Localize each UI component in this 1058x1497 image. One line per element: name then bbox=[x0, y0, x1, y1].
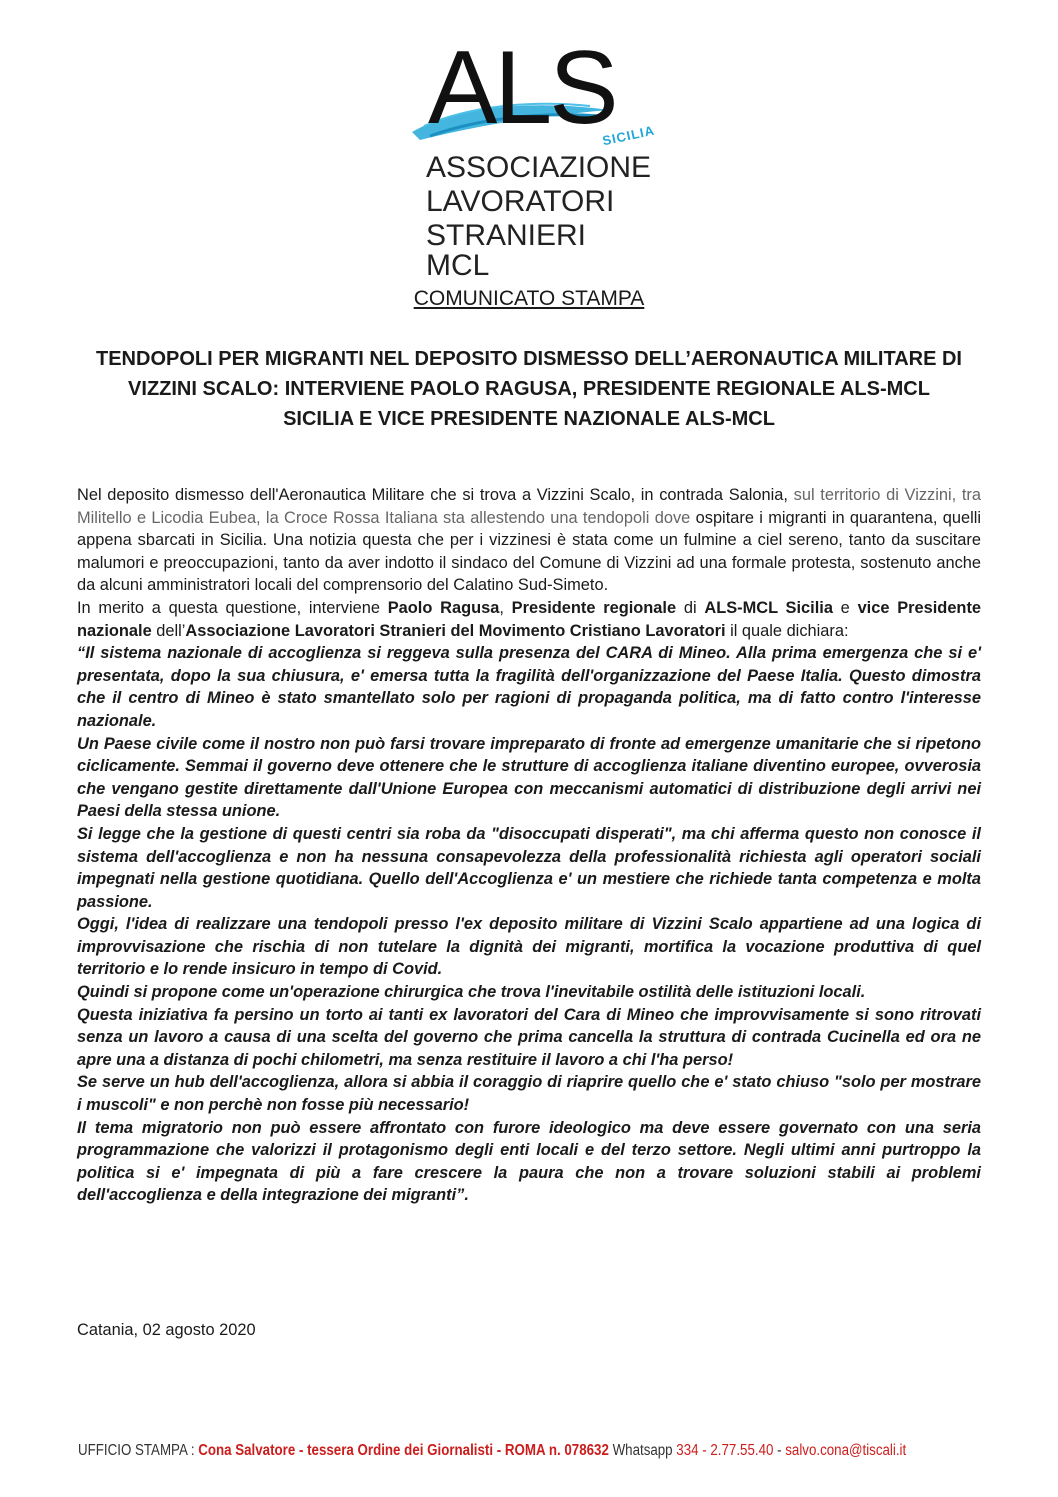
quote-paragraph: Quindi si propone come un'operazione chirurgica che trova l'inevitabile ostilità delle istituzioni locali. bbox=[77, 983, 866, 1002]
logo-line-3: STRANIERI MCL bbox=[426, 219, 587, 282]
intro-text-3: ospitare i migranti in quarantena, quelli appena sbarcati in Sicilia. Una notizia questa che per i vizzinesi è stata come un fulmine a ciel sereno, tanto da suscitare malumori e preoccupazioni, tanto da aver indotto il sindaco del Comune di Vizzini ad una formale protesta, sostenuto anche da alcuni amministratori locali del comprensorio del Calatino Sud-Simeto. bbox=[77, 508, 982, 595]
footer-whatsapp-label: Whatsapp bbox=[608, 1442, 677, 1459]
footer-label: UFFICIO STAMPA : bbox=[78, 1442, 199, 1459]
press-release-body bbox=[77, 484, 981, 1207]
als-logo bbox=[410, 30, 657, 282]
attribution-text: , bbox=[499, 598, 512, 617]
logo-region: SICILIA bbox=[601, 122, 657, 149]
press-office-footer bbox=[78, 1442, 907, 1460]
quote-paragraph: Oggi, l'idea di realizzare una tendopoli presso l'ex deposito militare di Vizzini Scalo appartiene ad una logica di improvvisazione che rischia di non tutelare la dignità dei migranti, mortifica la vocazione produttiva di quel territorio e lo rende insicuro in tempo di Covid. bbox=[77, 915, 981, 979]
speaker-name: Paolo Ragusa bbox=[387, 598, 500, 617]
attribution-text: e bbox=[832, 598, 858, 617]
speaker-role-national: vice Presidente nazionale bbox=[77, 598, 982, 640]
logo-line-2: LAVORATORI bbox=[426, 185, 615, 218]
intro-text-2: sul territorio di Vizzini, tra Militello e Licodia Eubea, la Croce Rossa Italiana sta allestendo una tendopoli dove bbox=[77, 486, 981, 527]
quote-paragraph: Se serve un hub dell'accoglienza, allora si abbia il coraggio di riaprire quello che e' stato chiuso "solo per mostrare i muscoli" e non perchè non fosse più necessario! bbox=[77, 1073, 981, 1115]
intro-text-1: Nel deposito dismesso dell'Aeronautica Militare che si trova a Vizzini Scalo, in contrada Salonia, bbox=[77, 486, 794, 504]
attribution-paragraph bbox=[77, 597, 981, 642]
attribution-text: In merito a questa questione, interviene bbox=[77, 598, 388, 617]
logo-line-1: ASSOCIAZIONE bbox=[426, 151, 652, 184]
quote-paragraph: Un Paese civile come il nostro non può farsi trovare impreparato di fronte ad emergenze umanitarie che si ripetono ciclicamente. Semmai il governo deve ottenere che le strutture di accoglienza italiane diventino europee, ovverosia che vengano gestite direttamente dall'Unione Europea con meccanismi automatici di distribuzione degli arrivi nei Paesi della stessa unione. bbox=[77, 734, 981, 821]
quote-paragraph: Questa iniziativa fa persino un torto ai tanti ex lavoratori del Cara di Mineo che improvvisamente si sono ritrovati senza un lavoro a causa di una scelta del governo che prima cancella la struttura di contrada Cucinella ed ora ne apre una a distanza di pochi chilometri, ma senza restituire il lavoro a chi l'ha perso! bbox=[77, 1005, 981, 1069]
attribution-text: dell’ bbox=[151, 621, 186, 640]
quote-paragraph: Si legge che la gestione di questi centri sia roba da "disoccupati disperati", ma chi afferma questo non conosce il sistema dell'accoglienza e non ha nessuna consapevolezza della professionalità richiesta agli operatori sociali impegnati nella gestione quotidiana. Quello dell'Accoglienza e' un mestiere che richiede tanta competenza e molta passione. bbox=[77, 824, 981, 911]
intro-paragraph bbox=[77, 484, 981, 597]
footer-separator: - bbox=[773, 1442, 786, 1459]
quote-block bbox=[77, 642, 981, 1207]
speaker-role: Presidente regionale bbox=[511, 598, 677, 617]
document-type-heading: COMUNICATO STAMPA bbox=[413, 287, 645, 310]
quote-paragraph: “Il sistema nazionale di accoglienza si reggeva sulla presenza del CARA di Mineo. Alla prima emergenza che si e' presentata, dopo la sua chiusura, e' emersa tutta la fragilità dell'organizzazione del Paese Italia. Questo dimostra che il centro di Mineo è stato smantellato solo per ragioni di propaganda politica, ma di fatto contro l'interesse nazionale. bbox=[77, 644, 981, 730]
attribution-text: il quale dichiara: bbox=[725, 621, 849, 640]
logo-mark: ALS bbox=[428, 30, 616, 146]
footer-contact: Cona Salvatore - tessera Ordine dei Giornalisti - ROMA n. 078632 bbox=[198, 1442, 609, 1459]
quote-paragraph: Il tema migratorio non può essere affrontato con furore ideologico ma deve essere governato con una seria programmazione che valorizzi il protagonismo degli enti locali e del terzo settore. Negli ultimi anni purtroppo la politica si e' impegnata di più a fare crescere la paura che non a trovare soluzioni stabili ai problemi dell'accoglienza e della integrazione dei migranti”. bbox=[77, 1118, 981, 1205]
press-release-headline: TENDOPOLI PER MIGRANTI NEL DEPOSITO DISMESSO DELL’AERONAUTICA MILITARE DI VIZZINI SCALO: INTERVIENE PAOLO RAGUSA, PRESIDENTE REGIONALE ALS-MCL SICILIA E VICE PRESIDENTE NAZIONALE ALS-MCL bbox=[96, 348, 962, 430]
place-date-line: Catania, 02 agosto 2020 bbox=[77, 1321, 256, 1339]
attribution-text: di bbox=[676, 598, 705, 617]
footer-email[interactable]: salvo.cona@tiscali.it bbox=[785, 1442, 907, 1459]
organization-national: Associazione Lavoratori Stranieri del Movimento Cristiano Lavoratori bbox=[185, 621, 726, 640]
footer-phone[interactable]: 334 - 2.77.55.40 bbox=[676, 1442, 774, 1459]
organization-regional: ALS-MCL Sicilia bbox=[704, 598, 833, 617]
